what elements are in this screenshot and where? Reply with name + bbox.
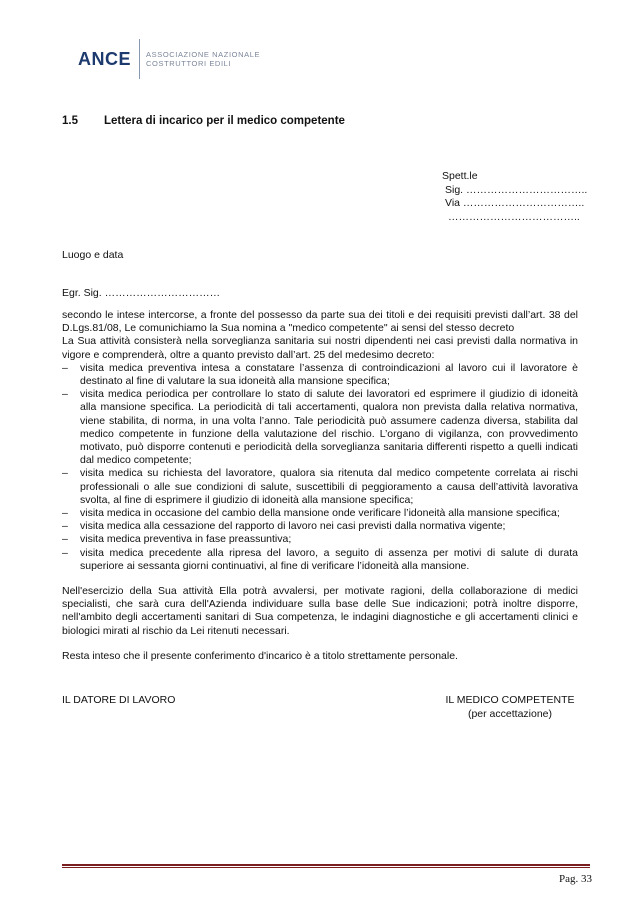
- address-city: ………………………………..: [448, 210, 580, 223]
- doctor-signature-block: [440, 694, 580, 721]
- list-item: [62, 388, 578, 467]
- intro-paragraph: secondo le intese intercorse, a fronte del possesso da parte sua dei titoli e dei requisiti previsti dall’art. 38 del D.Lgs.81/08, Le comunichiamo la Sua nomina a "medico competente" ai sensi del stesso decreto: [62, 309, 578, 335]
- doctor-signature-label: IL MEDICO COMPETENTE: [445, 694, 575, 706]
- list-item-text: visita medica periodica per controllare lo stato di salute dei lavoratori ed esprimere il giudizio di idoneità alla mansione specifica. La periodicità di tali accertamenti, qualora non prevista dalla relativa normativa, viene stabilita, di norma, in una volta l’anno. Tale periodicità può assumere cadenza diversa, stabilita dal medico competente in funzione della valutazione del rischio. L’organo di vigilanza, con provvedimento motivato, può disporre contenuti e periodicità della sorveglianza sanitaria differenti rispetto a quelli indicati dal medico competente;: [80, 388, 578, 467]
- dash-bullet: –: [62, 467, 68, 480]
- list-item: [62, 520, 578, 533]
- list-item-text: visita medica precedente alla ripresa del lavoro, a seguito di assenza per motivi di salute di durata superiore ai sessanta giorni continuativi, al fine di verificare l’idoneità alla mansione.: [80, 546, 578, 572]
- collaboration-paragraph: Nell'esercizio della Sua attività Ella potrà avvalersi, per motivate ragioni, della collaborazione di medici specialisti, che sarà cura dell'Azienda individuare sulla base delle Sue indicazioni; potrà inoltre disporre, nell'ambito degli accertamenti sanitari di Sua competenza, le indagini diagnostiche e gli accertamenti clinici e biologici mirati al rischio da Lei ritenuti necessari.: [62, 585, 578, 637]
- recipient-address: [442, 170, 587, 224]
- list-item-text: visita medica preventiva intesa a constatare l’assenza di controindicazioni al lavoro cui il lavoratore è destinato al fine di valutare la sua idoneità alla mansione specifica;: [80, 361, 578, 388]
- employer-signature-label: IL DATORE DI LAVORO: [62, 694, 176, 706]
- logo-subtitle: [146, 50, 260, 68]
- list-item: [62, 467, 578, 507]
- list-item: [62, 533, 578, 546]
- greeting: Egr. Sig. ……………………………: [62, 287, 221, 299]
- section-title: Lettera di incarico per il medico competente: [104, 115, 345, 127]
- footer-rule-thin: [62, 867, 590, 868]
- activity-intro: La Sua attività consisterà nella sorveglianza sanitaria sui nostri dipendenti nei casi previsti dalla normativa in vigore e comprenderà, oltre a quanto previsto dall’art. 25 del medesimo decreto:: [62, 335, 578, 361]
- list-item-text: visita medica preventiva in fase preassuntiva;: [80, 533, 292, 546]
- dash-bullet: –: [62, 361, 68, 374]
- personal-assignment-paragraph: Resta inteso che il presente conferimento d'incarico è a titolo strettamente personale.: [62, 649, 458, 662]
- address-street: Via ……………………………..: [445, 197, 585, 209]
- duties-list: [62, 362, 578, 573]
- logo-divider: [139, 39, 140, 79]
- logo-subtitle-line2: COSTRUTTORI EDILI: [146, 59, 232, 68]
- dash-bullet: –: [62, 507, 68, 520]
- doctor-acceptance-note: (per accettazione): [467, 707, 553, 720]
- list-item: [62, 362, 578, 388]
- list-item: [62, 547, 578, 573]
- logo-mark: ANCE: [78, 48, 132, 69]
- section-number: 1.5: [62, 115, 78, 127]
- place-and-date: Luogo e data: [62, 249, 124, 261]
- address-salutation: Spett.le: [442, 170, 478, 182]
- ance-logo: [78, 36, 260, 82]
- dash-bullet: –: [62, 388, 68, 401]
- dash-bullet: –: [62, 520, 68, 533]
- logo-subtitle-line1: ASSOCIAZIONE NAZIONALE: [146, 50, 261, 59]
- list-item: [62, 507, 578, 520]
- letter-body: [62, 309, 578, 663]
- list-item-text: visita medica alla cessazione del rapporto di lavoro nei casi previsti dalla normativa vigente;: [80, 520, 506, 533]
- section-heading: [62, 115, 345, 127]
- dash-bullet: –: [62, 533, 68, 546]
- address-name: Sig. ……………………………..: [445, 183, 588, 196]
- page-number: Pag. 33: [559, 873, 592, 885]
- list-item-text: visita medica in occasione del cambio della mansione onde verificare l’idoneità alla mansione specifica;: [80, 507, 560, 520]
- dash-bullet: –: [62, 546, 68, 559]
- list-item-text: visita medica su richiesta del lavoratore, qualora sia ritenuta dal medico competente correlata ai rischi professionali o alle sue condizioni di salute, suscettibili di peggioramento a causa dell’attività lavorativa svolta, al fine di esprimere il giudizio di idoneità alla mansione specifica;: [80, 467, 578, 506]
- footer-rule: [62, 864, 590, 866]
